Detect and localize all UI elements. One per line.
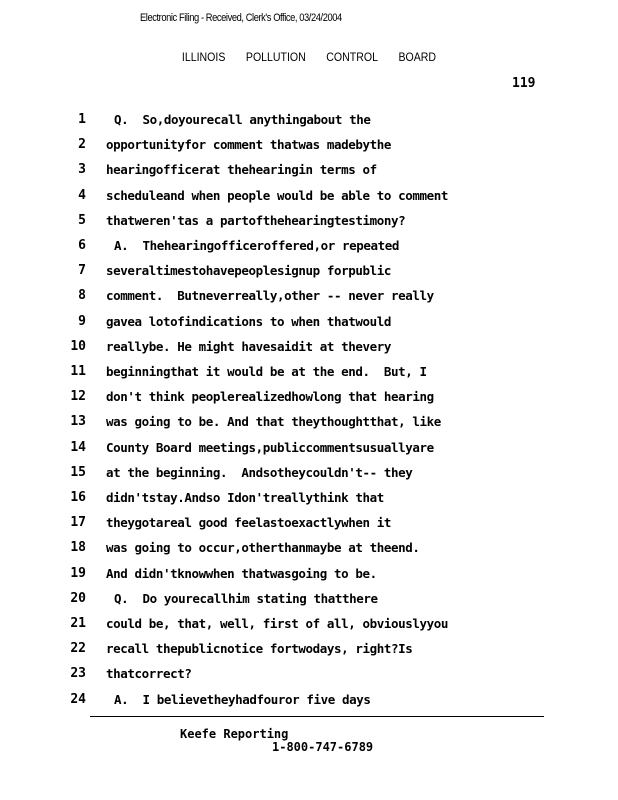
line-number: 20: [70, 590, 86, 606]
line-number: 21: [70, 616, 86, 631]
line-text: comment. Butneverreally,other -- never really: [106, 288, 434, 304]
transcript-line: [0, 414, 618, 439]
transcript-line: [0, 339, 618, 364]
line-number: 12: [70, 389, 86, 405]
line-text: at the beginning. Andsotheycouldn't-- they: [106, 464, 413, 480]
line-text: recall thepublicnotice fortwodays, right?Is: [106, 641, 413, 657]
line-number: 4: [78, 187, 86, 203]
transcript-line: [0, 238, 618, 263]
line-number: 11: [70, 364, 86, 379]
transcript-line: [0, 515, 618, 540]
line-text: A. Thehearingofficeroffered,or repeated: [114, 238, 400, 253]
line-number: 6: [78, 238, 86, 253]
transcript-line: [0, 314, 618, 339]
line-text: reallybe. He might havesaidit at thevery: [106, 338, 392, 354]
line-text: could be, that, well, first of all, obviouslyyou: [106, 616, 449, 631]
transcript-line: [0, 162, 618, 187]
line-number: 16: [70, 490, 86, 505]
line-text: Q. Do yourecallhim stating thatthere: [114, 590, 378, 606]
line-text: A. I believetheyhadfouror five days: [114, 691, 371, 707]
line-text: theygotareal good feelastoexactlywhen it: [106, 515, 392, 531]
line-number: 18: [70, 540, 86, 556]
line-number: 15: [70, 464, 86, 480]
line-number: 19: [70, 565, 86, 581]
footer-divider: [90, 716, 544, 717]
transcript-line: [0, 364, 618, 389]
page-number: 119: [512, 76, 536, 91]
line-text: thatcorrect?: [106, 666, 192, 682]
line-number: 3: [78, 162, 86, 178]
line-text: gavea lotofindications to when thatwould: [106, 313, 392, 329]
transcript-line: [0, 288, 618, 313]
line-text: opportunityfor comment thatwas madebythe: [106, 137, 392, 153]
header-word: POLLUTION: [245, 50, 306, 64]
line-text: Q. So,doyourecall anythingabout the: [114, 112, 371, 127]
header-word: ILLINOIS: [181, 50, 226, 64]
transcript-line: [0, 389, 618, 414]
line-text: beginningthat it would be at the end. But, I: [106, 364, 427, 379]
line-text: severaltimestohavepeoplesignup forpublic: [106, 263, 392, 279]
transcript-line: [0, 440, 618, 465]
line-text: thatweren'tas a partofthehearingtestimony?: [106, 212, 406, 228]
transcript-line: [0, 112, 618, 137]
line-number: 14: [70, 439, 86, 455]
transcript-line: [0, 263, 618, 288]
transcript-line: [0, 692, 618, 717]
line-text: was going to be. And that theythoughtthat, like: [106, 414, 441, 430]
transcript-line: [0, 137, 618, 162]
transcript-line: [0, 188, 618, 213]
line-text: County Board meetings,publiccommentsusuallyare: [106, 439, 434, 455]
line-text: And didn'tknowwhen thatwasgoing to be.: [106, 565, 377, 581]
footer-company: Keefe Reporting: [180, 727, 289, 741]
line-text: didn'tstay.Andso Idon'treallythink that: [106, 490, 384, 505]
line-number: 5: [78, 212, 86, 228]
footer-phone: 1-800-747-6789: [272, 740, 374, 754]
transcript-line: [0, 641, 618, 666]
line-number: 7: [78, 263, 86, 279]
line-text: hearingofficerat thehearingin terms of: [106, 162, 377, 178]
line-number: 23: [70, 666, 86, 682]
transcript-line: [0, 566, 618, 591]
transcript-line: [0, 465, 618, 490]
line-text: don't think peoplerealizedhowlong that hearing: [106, 389, 434, 405]
transcript-line: [0, 666, 618, 691]
header-word: CONTROL: [326, 50, 378, 64]
line-number: 2: [78, 137, 86, 153]
line-number: 10: [70, 338, 86, 354]
line-number: 8: [78, 288, 86, 304]
line-number: 9: [78, 313, 86, 329]
transcript-line: [0, 591, 618, 616]
line-text: was going to occur,otherthanmaybe at theend.: [106, 540, 420, 556]
transcript-line: [0, 490, 618, 515]
line-number: 17: [70, 515, 86, 531]
page-header-title: [37, 50, 581, 64]
line-text: scheduleand when people would be able to comment: [106, 187, 449, 203]
line-number: 13: [70, 414, 86, 430]
header-word: BOARD: [398, 50, 437, 64]
electronic-filing-stamp: Electronic Filing - Received, Clerk's Office, 03/24/2004: [140, 12, 342, 24]
transcript-line: [0, 540, 618, 565]
line-number: 22: [70, 641, 86, 657]
line-number: 1: [78, 112, 86, 127]
line-number: 24: [70, 691, 86, 707]
transcript-line: [0, 213, 618, 238]
transcript-line: [0, 616, 618, 641]
